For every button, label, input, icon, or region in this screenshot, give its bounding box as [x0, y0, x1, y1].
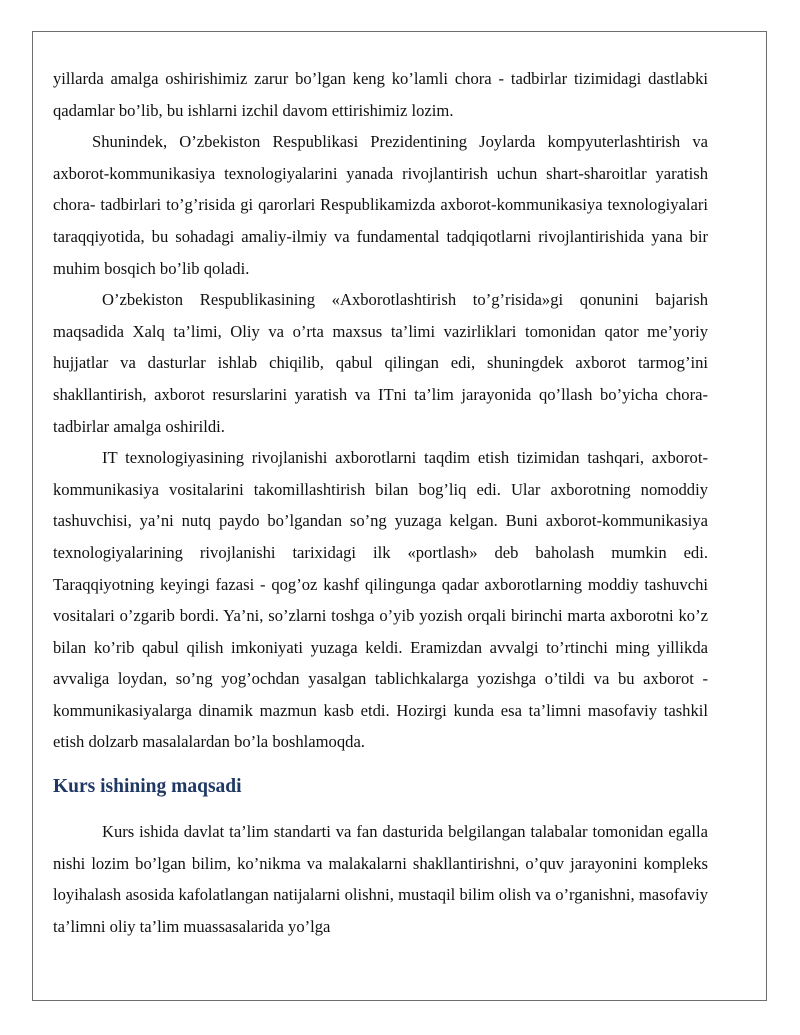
- paragraph-continuation: yillarda amalga oshirishimiz zarur bo’lgan keng ko’lamli chora - tadbirlar tizimidagi dastlabki qadamlar bo’lib, bu ishlarni izchil davom ettirishimiz lozim.: [53, 69, 708, 120]
- paragraph-informatization-law: O’zbekiston Respublikasining «Axborotlashtirish to’g’risida»gi qonunini bajarish maqsadida Xalq ta’limi, Oliy va o’rta maxsus ta’limi vazirliklari tomonidan qator me’yoriy hujjatlar va dasturlar ishlab chiqilib, qabul qilingan edi, shuningdek axborot tarmog’ini shakllantirish, axborot resurslarini yaratish va ITni ta’lim jarayonida qo’llash bo’yicha chora-tadbirlar amalga oshirildi.: [53, 290, 708, 436]
- paragraph-it-development: IT texnologiyasining rivojlanishi axborotlarni taqdim etish tizimidan tashqari, axborot-kommunikasiya vositalarini takomillashtirish bilan bog’liq edi. Ular axborotning nomoddiy tashuvchisi, ya’ni nutq paydo bo’lgandan so’ng yuzaga kelgan. Buni axborot-kommunikasiya texnologiyalarining rivojlanishi tarixidagi ilk «portlash» deb baholash mumkin edi. Taraqqiyotning keyingi fazasi - qog’oz kashf qilingunga qadar axborotlarning moddiy tashuvchi vositalari o’zgarib bordi. Ya’ni, so’zlarni toshga o’yib yozish orqali birinchi marta axborotni ko’z bilan ko’rib qabul qilish imkoniyati yuzaga keldi. Eramizdan avvalgi to’rtinchi ming yillikda avvaliga loydan, so’ng yog’ochdan yasalgan tablichkalarga yozishga o’tildi va bu axborot - kommunikasiyalarga dinamik mazmun kasb etdi. Hozirgi kunda esa ta’limni masofaviy tashkil etish dolzarb masalalardan bo’la boshlamoqda.: [53, 448, 708, 752]
- paragraph-course-goal: Kurs ishida davlat ta’lim standarti va fan dasturida belgilangan talabalar tomonidan egalla nishi lozim bo’lgan bilim, ko’nikma va malakalarni shakllantirishni, o’quv jarayonini kompleks loyihalash asosida kafolatlangan natijalarni olishni, mustaqil bilim olish va o’rganishni, masofaviy ta’limni oliy ta’lim muassasalarida yo’lga: [53, 822, 708, 936]
- document-body: [53, 63, 708, 942]
- section-heading: Kurs ishining maqsadi: [53, 776, 242, 798]
- paragraph-presidential-decree: Shunindek, O’zbekiston Respublikasi Prezidentining Joylarda kompyuterlashtirish va axborot-kommunikasiya texnologiyalarini yanada rivojlantirish uchun shart-sharoitlar yaratish chora- tadbirlari to’g’risida gi qarorlari Respublikamizda axborot-kommunikasiya texnologiyalari taraqqiyotida, bu sohadagi amaliy-ilmiy va fundamental tadqiqotlarni rivojlantirishida yana bir muhim bosqich bo’lib qoladi.: [53, 132, 708, 278]
